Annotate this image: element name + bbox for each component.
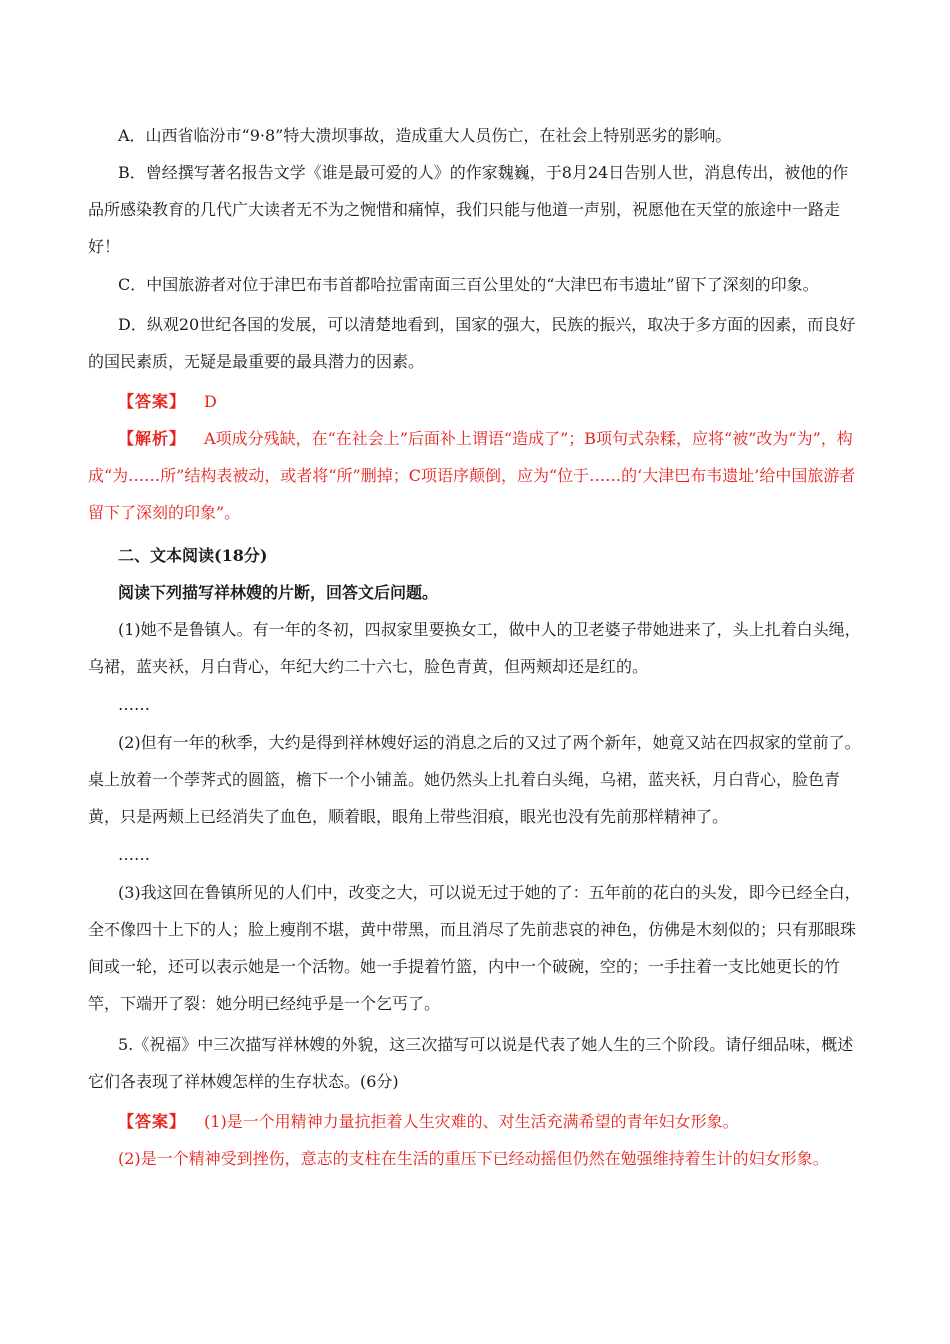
q5-answer-1: [88, 1103, 863, 1140]
analysis-text: A项成分残缺，在“在社会上”后面补上谓语“造成了”；B项句式杂糅，应将“被”改为“为”，构成“为……所”结构表被动，或者将“所”删掉；C项语序颠倒，应为“位于……的‘大津巴布韦遗址’给中国旅游者留下了深刻的印象”。: [88, 429, 856, 522]
option-d: D．纵观20世纪各国的发展，可以清楚地看到，国家的强大，民族的振兴，取决于多方面的因素，而良好的国民素质，无疑是最重要的最具潜力的因素。: [88, 315, 856, 371]
reading-instruction: 阅读下列描写祥林嫂的片断，回答文后问题。: [118, 583, 439, 602]
option-a: A．山西省临汾市“9·8”特大溃坝事故，造成重大人员伤亡，在社会上特别恶劣的影响。: [118, 126, 732, 145]
passage-ellipsis-2: ……: [118, 845, 150, 864]
answer-tag: 【答案】: [118, 392, 187, 411]
q4-analysis: [88, 420, 863, 531]
passage-paragraph-1: (1)她不是鲁镇人。有一年的冬初，四叔家里要换女工，做中人的卫老婆子带她进来了，头上扎着白头绳，乌裙，蓝夹袄，月白背心，年纪大约二十六七，脸色青黄，但两颊却还是红的。: [88, 620, 861, 676]
section-heading: 二、文本阅读(18分): [118, 546, 268, 565]
question-5: 5.《祝福》中三次描写祥林嫂的外貌，这三次描写可以说是代表了她人生的三个阶段。请仔细品味，概述它们各表现了祥林嫂怎样的生存状态。(6分): [88, 1035, 854, 1091]
option-b: B．曾经撰写著名报告文学《谁是最可爱的人》的作家魏巍，于8月24日告别人世，消息传出，被他的作品所感染教育的几代广大读者无不为之惋惜和痛悼，我们只能与他道一声别，祝愿他在天堂的旅途中一路走好！: [88, 163, 849, 256]
analysis-tag: 【解析】: [118, 429, 187, 448]
q5-answer-2: (2)是一个精神受到挫伤，意志的支柱在生活的重压下已经动摇但仍然在勉强维持着生计的妇女形象。: [118, 1149, 829, 1168]
q4-answer: [88, 383, 863, 420]
passage-ellipsis-1: ……: [118, 695, 150, 714]
passage-paragraph-2: (2)但有一年的秋季，大约是得到祥林嫂好运的消息之后的又过了两个新年，她竟又站在四叔家的堂前了。桌上放着一个荸荠式的圆篮，檐下一个小铺盖。她仍然头上扎着白头绳，乌裙，蓝夹袄，月白背心，脸色青黄，只是两颊上已经消失了血色，顺着眼，眼角上带些泪痕，眼光也没有先前那样精神了。: [88, 733, 861, 826]
answer-value: D: [204, 392, 217, 411]
option-c: C．中国旅游者对位于津巴布韦首都哈拉雷南面三百公里处的“大津巴布韦遗址”留下了深刻的印象。: [118, 275, 819, 294]
answer-text-1: (1)是一个用精神力量抗拒着人生灾难的、对生活充满希望的青年妇女形象。: [204, 1112, 739, 1131]
answer-tag: 【答案】: [118, 1112, 187, 1131]
passage-paragraph-3: (3)我这回在鲁镇所见的人们中，改变之大，可以说无过于她的了：五年前的花白的头发，即今已经全白，全不像四十上下的人；脸上瘦削不堪，黄中带黑，而且消尽了先前悲哀的神色，仿佛是木刻似的；只有那眼珠间或一轮，还可以表示她是一个活物。她一手提着竹篮，内中一个破碗，空的；一手拄着一支比她更长的竹竿，下端开了裂：她分明已经纯乎是一个乞丐了。: [88, 883, 861, 1013]
